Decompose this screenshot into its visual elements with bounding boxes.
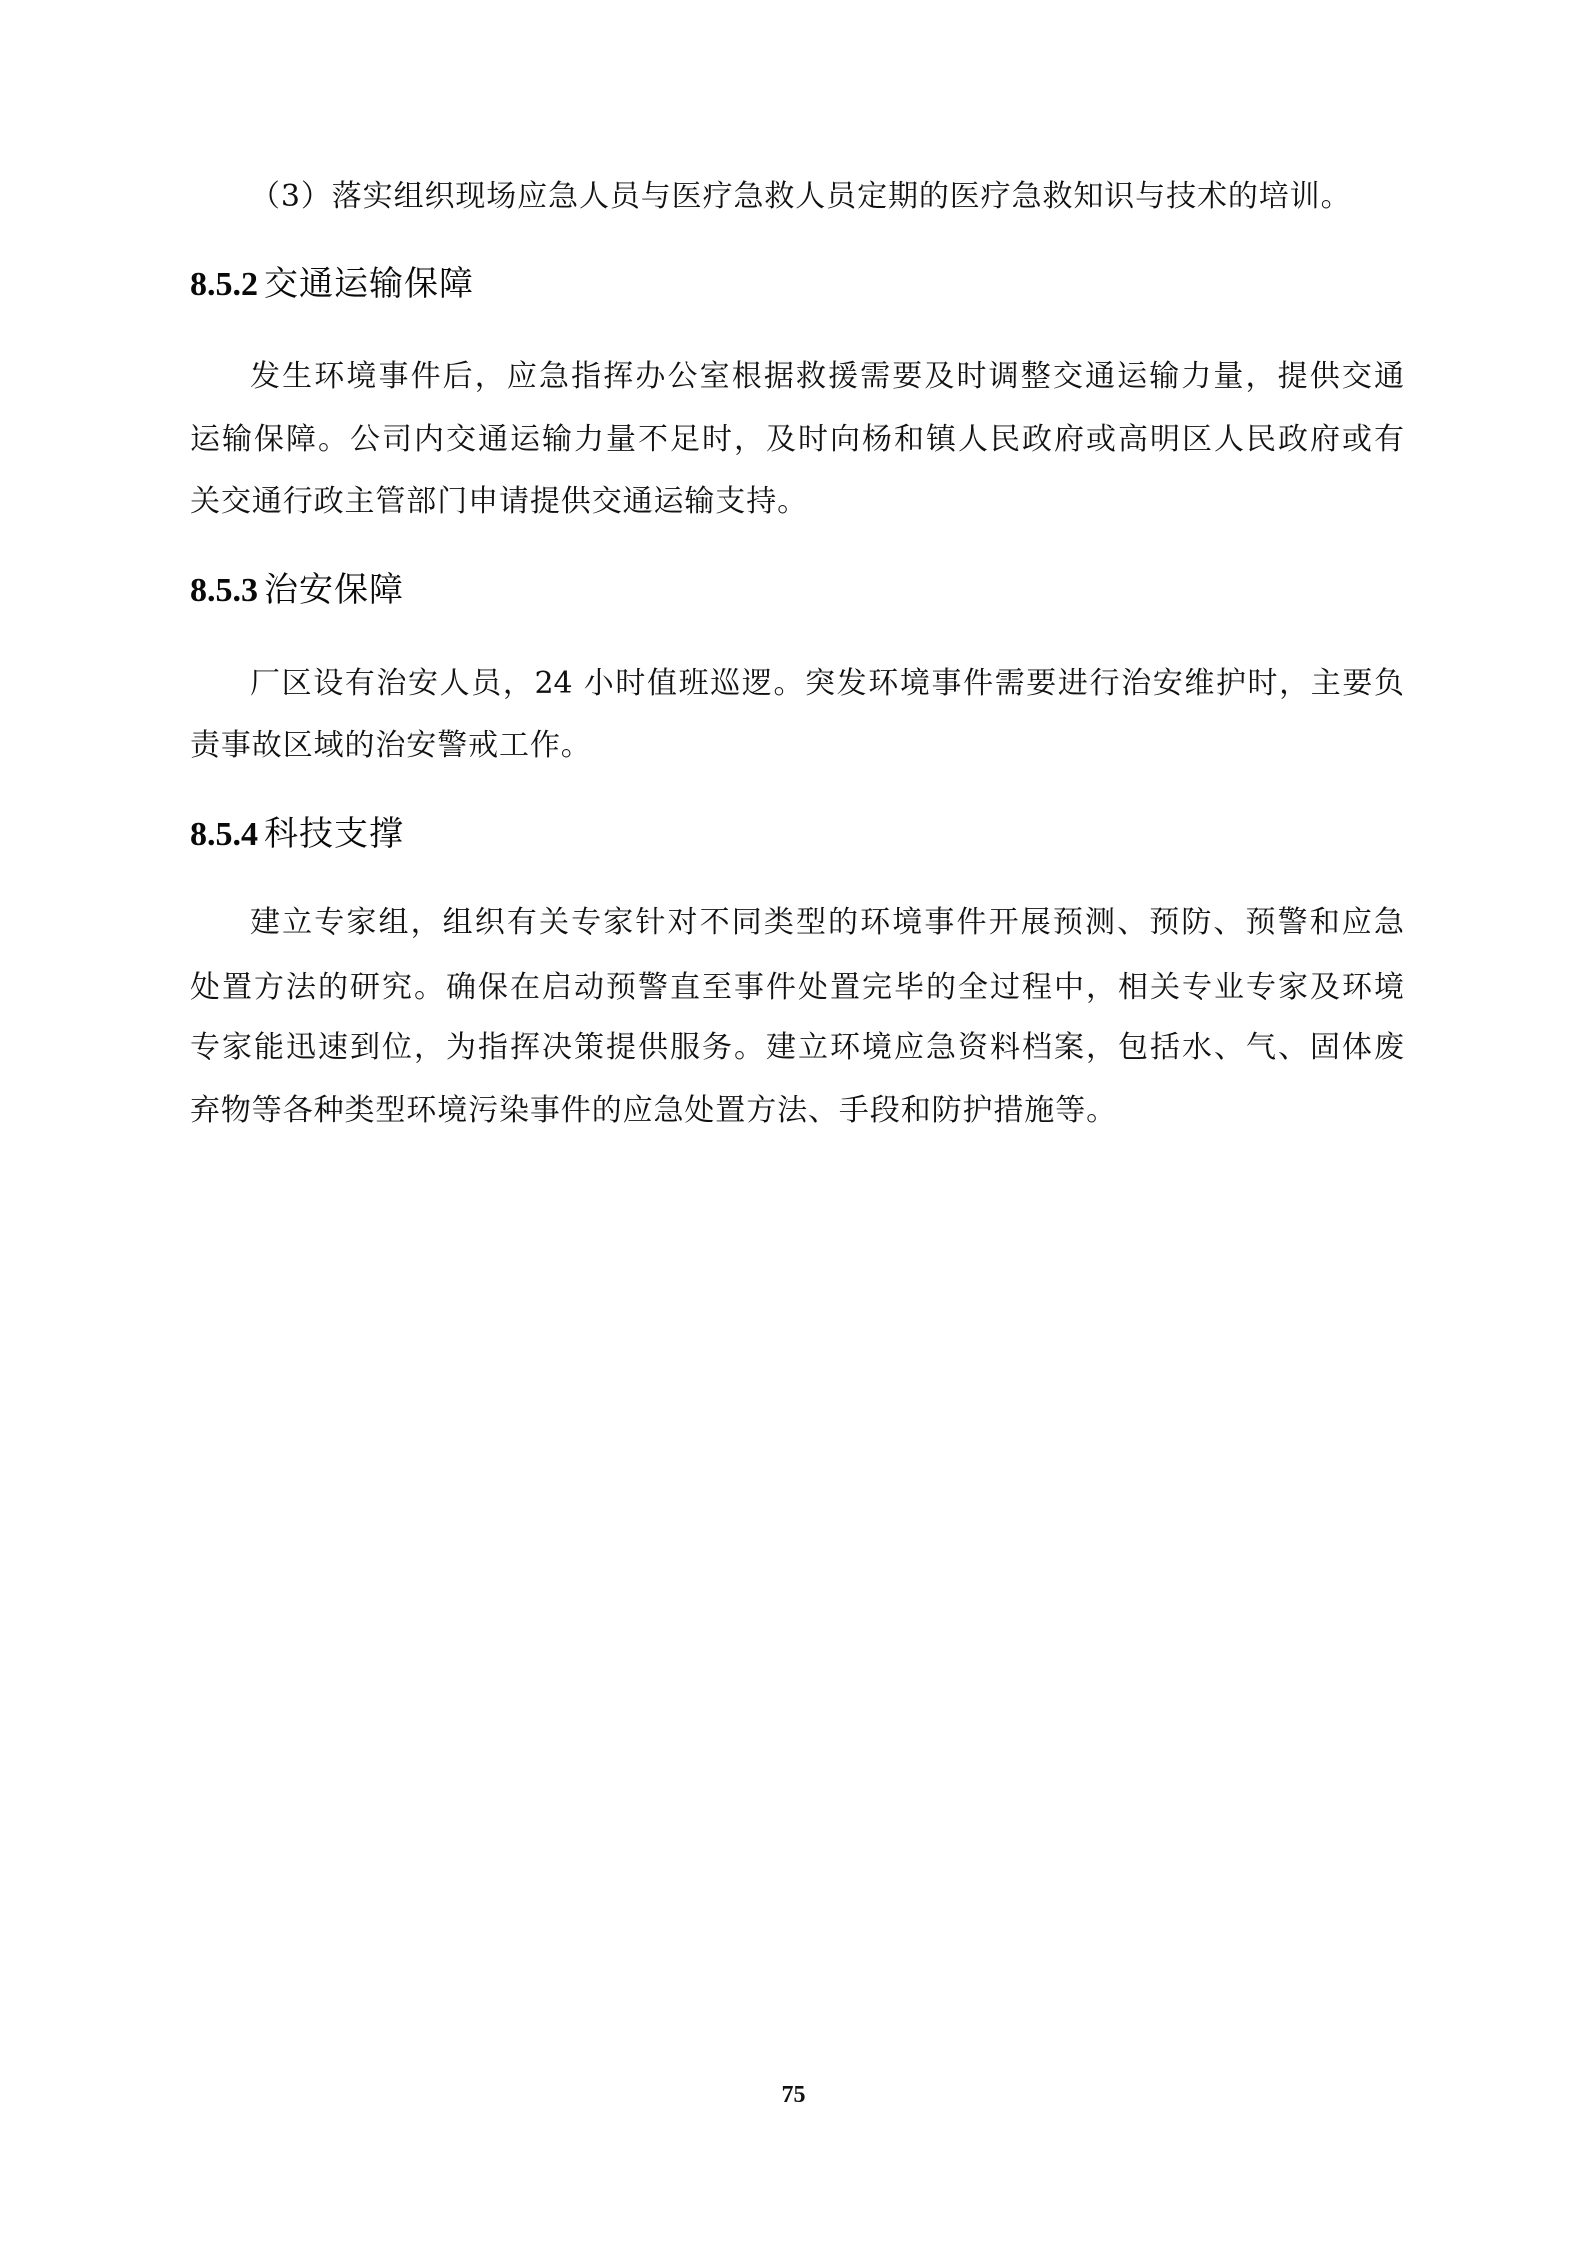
section-heading-8-5-4	[190, 812, 404, 857]
section-heading-8-5-2	[190, 262, 474, 307]
paragraph-line: 专家能迅速到位，为指挥决策提供服务。建立环境应急资料档案，包括水、气、固体废	[190, 1030, 1404, 1065]
paragraph-line: 发生环境事件后，应急指挥办公室根据救援需要及时调整交通运输力量，提供交通	[250, 359, 1404, 394]
paragraph-line: 运输保障。公司内交通运输力量不足时，及时向杨和镇人民政府或高明区人民政府或有	[190, 422, 1404, 457]
paragraph-line: 弃物等各种类型环境污染事件的应急处置方法、手段和防护措施等。	[190, 1093, 1117, 1128]
page-number: 75	[781, 2082, 806, 2108]
section-heading-8-5-3	[190, 568, 404, 613]
section-title: 交通运输保障	[264, 264, 474, 304]
paragraph-line: 厂区设有治安人员，24 小时值班巡逻。突发环境事件需要进行治安维护时，主要负	[250, 666, 1404, 701]
list-item-3: （3）落实组织现场应急人员与医疗急救人员定期的医疗急救知识与技术的培训。	[250, 179, 1352, 214]
section-number: 8.5.3	[190, 572, 258, 609]
section-title: 科技支撑	[264, 814, 404, 854]
paragraph-line: 责事故区域的治安警戒工作。	[190, 728, 592, 763]
paragraph-line: 关交通行政主管部门申请提供交通运输支持。	[190, 484, 808, 519]
paragraph-line: 建立专家组，组织有关专家针对不同类型的环境事件开展预测、预防、预警和应急	[250, 905, 1404, 940]
section-number: 8.5.4	[190, 816, 258, 853]
section-number: 8.5.2	[190, 266, 258, 303]
paragraph-line: 处置方法的研究。确保在启动预警直至事件处置完毕的全过程中，相关专业专家及环境	[190, 970, 1404, 1005]
section-title: 治安保障	[264, 570, 404, 610]
